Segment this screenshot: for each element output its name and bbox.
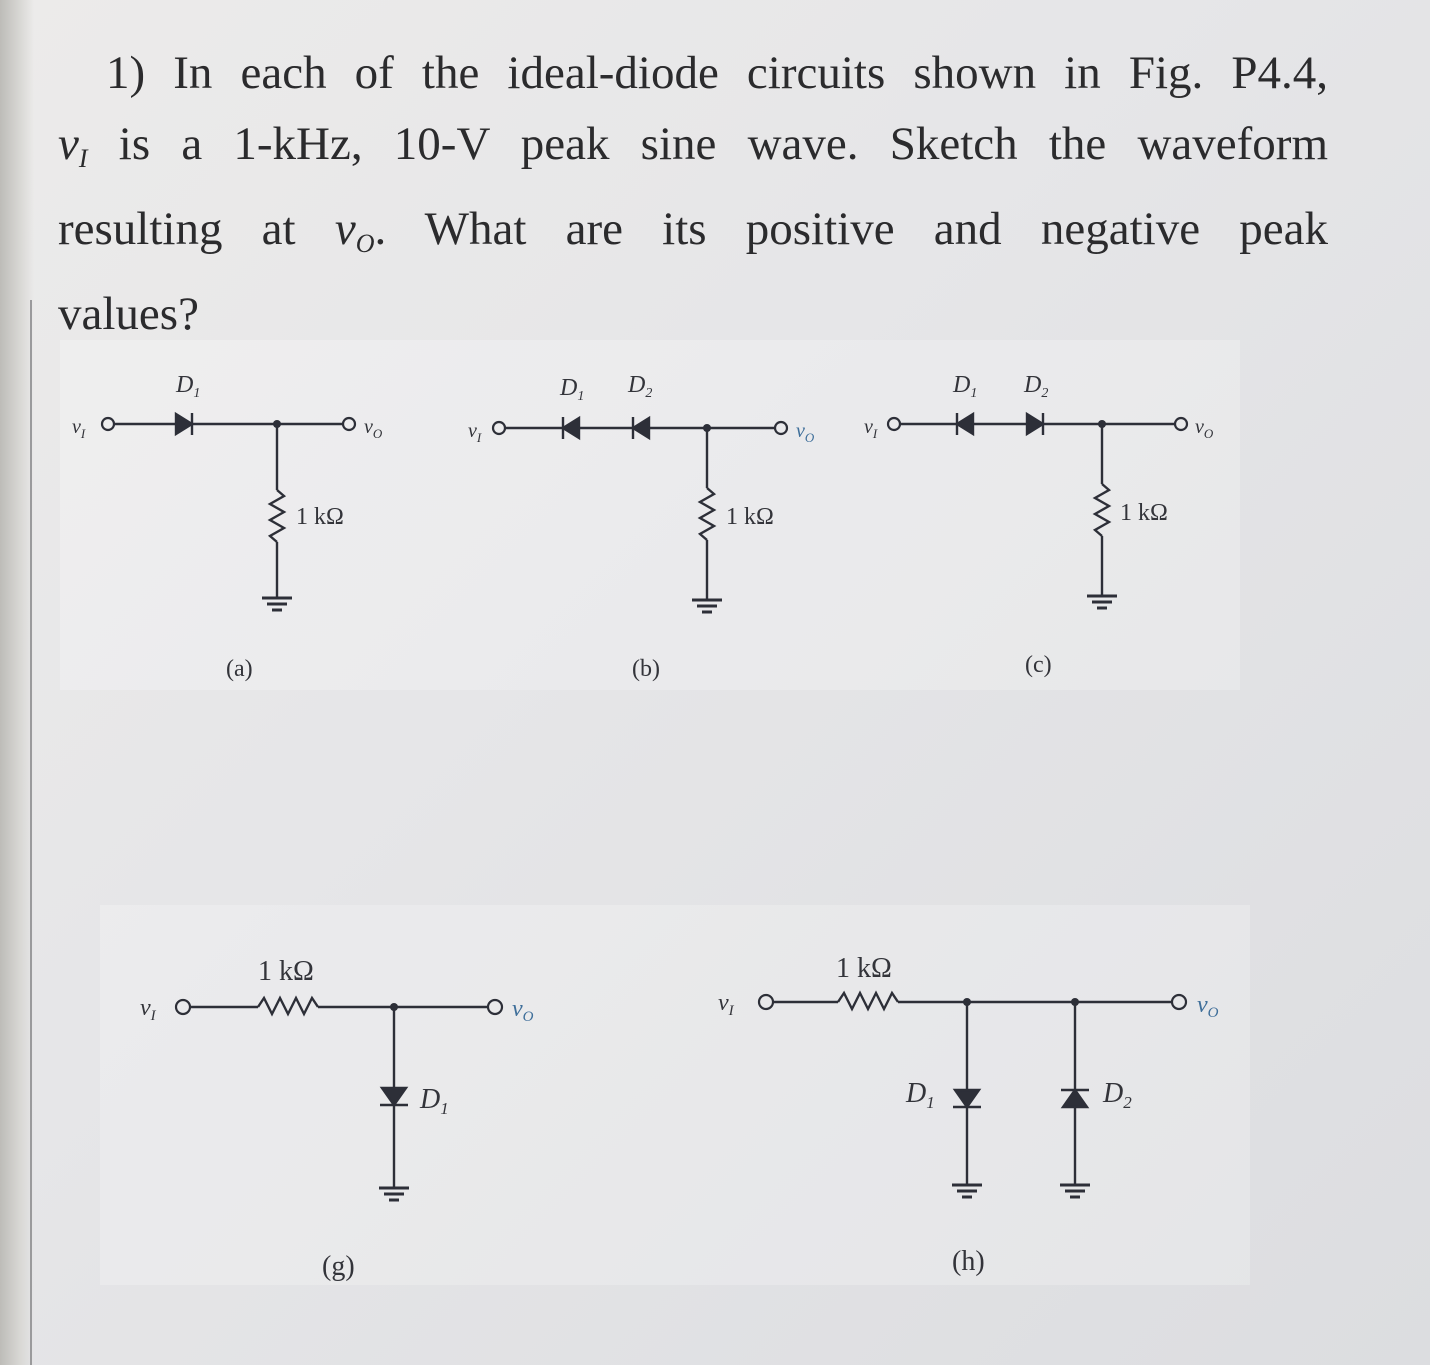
circuit-b-diode-d1 [563, 417, 579, 439]
circuit-h-input-terminal [759, 995, 773, 1009]
circuit-b-output-label: $v_O$ [796, 420, 815, 445]
circuit-h-d2-label: $D_2$ [1103, 1078, 1132, 1112]
circuit-b-caption: (b) [632, 656, 660, 682]
circuit-c-resistor [1095, 484, 1109, 536]
circuit-b-ground [692, 600, 722, 612]
circuit-b-input-label: $v_I$ [468, 420, 482, 445]
circuit-c-d2-label: $D_2$ [1024, 372, 1049, 401]
circuit-b-input-terminal [493, 422, 505, 434]
circuit-c-input-label: $v_I$ [864, 416, 878, 441]
circuit-a-caption: (a) [226, 656, 253, 682]
circuit-g-output-terminal [488, 1000, 502, 1014]
circuit-g-input-label: $v_I$ [140, 995, 156, 1024]
circuit-b-d1-label: $D_1$ [560, 375, 585, 404]
circuit-a-input-terminal [102, 418, 114, 430]
circuit-c-caption: (c) [1025, 652, 1052, 678]
circuit-h-caption: (h) [952, 1246, 985, 1277]
circuit-c [864, 372, 1214, 678]
circuit-b-output-terminal [775, 422, 787, 434]
circuit-a-input-label: $v_I$ [72, 416, 86, 441]
circuit-a-resistor-label: 1 kΩ [296, 504, 344, 530]
circuit-g-resistor-label: 1 kΩ [258, 956, 314, 987]
circuit-a-ground [262, 598, 292, 610]
question-line-3-pre: resulting at [58, 203, 296, 255]
circuit-a [72, 372, 383, 682]
circuit-h-diode-d1 [953, 1090, 981, 1107]
circuit-c-output-label: $v_O$ [1195, 416, 1214, 441]
circuit-g-output-label: $v_O$ [512, 996, 534, 1025]
question-line-4: values? [58, 288, 199, 340]
circuit-a-resistor [270, 490, 284, 542]
circuit-b-resistor-label: 1 kΩ [726, 504, 774, 530]
circuit-h-ground-2 [1060, 1185, 1090, 1197]
circuit-c-ground [1087, 596, 1117, 608]
circuit-h-d1-label: $D_1$ [906, 1078, 935, 1112]
circuit-h-output-label: $v_O$ [1197, 992, 1219, 1021]
circuit-g-ground [379, 1188, 409, 1200]
circuit-c-input-terminal [888, 418, 900, 430]
circuit-a-output-terminal [343, 418, 355, 430]
circuit-h-resistor-label: 1 kΩ [836, 953, 892, 984]
circuit-c-resistor-label: 1 kΩ [1120, 500, 1168, 526]
circuit-g-resistor [258, 998, 318, 1014]
question-line-3-text: . What are its positive and negative peak [374, 203, 1328, 255]
circuit-c-diode-d2 [1027, 413, 1043, 435]
circuit-g-diode-d1 [380, 1088, 408, 1105]
output-variable: $v_O$ [334, 203, 375, 258]
circuit-b-resistor [700, 488, 714, 540]
circuit-a-d1-label: $D_1$ [176, 372, 201, 401]
circuit-h-input-label: $v_I$ [718, 990, 734, 1019]
circuit-a-diode-d1 [176, 413, 192, 435]
circuit-h-output-terminal [1172, 995, 1186, 1009]
circuit-h-resistor [838, 993, 898, 1009]
question-line-2-text: is a 1-kHz, 10-V peak sine wave. Sketch the waveform [118, 118, 1329, 170]
circuit-h [718, 953, 1219, 1277]
circuit-g [140, 956, 534, 1282]
circuit-b-d2-label: $D_2$ [628, 372, 653, 401]
circuit-g-d1-label: $D_1$ [420, 1084, 449, 1118]
circuit-g-caption: (g) [322, 1251, 355, 1282]
circuit-h-diode-d2 [1061, 1090, 1089, 1107]
question-number: 1) [106, 47, 146, 99]
circuit-g-input-terminal [176, 1000, 190, 1014]
circuit-a-output-label: $v_O$ [364, 416, 383, 441]
circuit-c-d1-label: $D_1$ [953, 372, 978, 401]
circuit-c-diode-d1 [957, 413, 973, 435]
question-line-1-text: In each of the ideal-diode circuits shown in Fig. P4.4, [173, 47, 1328, 99]
circuit-c-output-terminal [1175, 418, 1187, 430]
circuit-b-diode-d2 [633, 417, 649, 439]
input-variable: $v_I$ [58, 118, 88, 173]
circuit-b [468, 372, 815, 682]
circuit-h-ground-1 [952, 1185, 982, 1197]
